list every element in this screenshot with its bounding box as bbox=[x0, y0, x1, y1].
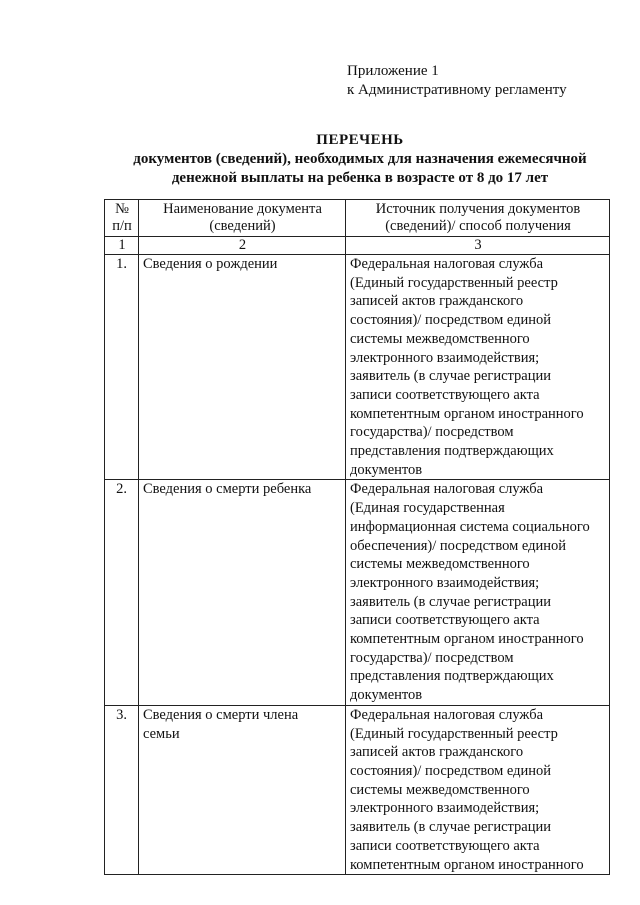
column-number: 1 bbox=[105, 237, 139, 255]
header-document-name-line-2: (сведений) bbox=[209, 218, 276, 234]
source-line: заявитель (в случае регистрации bbox=[350, 819, 552, 836]
table-row bbox=[105, 480, 610, 705]
source-line: (Единый государственный реестр bbox=[350, 274, 558, 291]
header-document-name-line-1: Наименование документа bbox=[163, 201, 322, 217]
document-name-line: семьи bbox=[143, 725, 180, 742]
document-name bbox=[139, 255, 346, 480]
source-line: Федеральная налоговая служба bbox=[350, 481, 544, 498]
column-number: 3 bbox=[346, 237, 610, 255]
source-line: заявитель (в случае регистрации bbox=[350, 368, 552, 385]
source-line: (Единый государственный реестр bbox=[350, 725, 558, 742]
source-line: заявитель (в случае регистрации bbox=[350, 593, 552, 610]
source-line: системы межведомственного bbox=[350, 330, 530, 347]
source-line: государства)/ посредством bbox=[350, 649, 514, 666]
header-source-line-2: (сведений)/ способ получения bbox=[385, 218, 571, 234]
header-number-line-1: № bbox=[115, 201, 129, 217]
row-number: 1. bbox=[105, 255, 139, 480]
document-source bbox=[346, 255, 610, 480]
source-line: компетентным органом иностранного bbox=[350, 631, 584, 648]
source-line: информационная система социального bbox=[350, 518, 590, 535]
row-number: 2. bbox=[105, 480, 139, 705]
header-number-line-2: п/п bbox=[112, 218, 132, 234]
table-row bbox=[105, 255, 610, 480]
source-line: компетентным органом иностранного bbox=[350, 856, 584, 873]
source-line: электронного взаимодействия; bbox=[350, 800, 540, 817]
appendix-line-1: Приложение 1 bbox=[347, 63, 439, 79]
title-line-2: денежной выплаты на ребенка в возрасте от 8 до 17 лет bbox=[171, 170, 549, 186]
source-line: записи соответствующего акта bbox=[350, 612, 540, 629]
document-name-line: Сведения о смерти члена bbox=[143, 706, 299, 723]
document-name bbox=[139, 705, 346, 874]
source-line: системы межведомственного bbox=[350, 556, 530, 573]
column-number-row bbox=[105, 237, 610, 255]
source-line: электронного взаимодействия; bbox=[350, 574, 540, 591]
source-line: электронного взаимодействия; bbox=[350, 349, 540, 366]
document-source bbox=[346, 705, 610, 874]
column-number: 2 bbox=[139, 237, 346, 255]
source-line: состояния)/ посредством единой bbox=[350, 762, 552, 779]
source-line: представления подтверждающих bbox=[350, 668, 554, 685]
title-line-1: документов (сведений), необходимых для назначения ежемесячной bbox=[133, 151, 587, 167]
document-name-line: Сведения о рождении bbox=[143, 256, 278, 272]
source-line: государства)/ посредством bbox=[350, 424, 514, 441]
source-line: компетентным органом иностранного bbox=[350, 405, 584, 422]
source-line: состояния)/ посредством единой bbox=[350, 312, 552, 329]
header-number bbox=[105, 200, 139, 237]
documents-table bbox=[104, 199, 610, 875]
appendix-note bbox=[347, 62, 567, 100]
title-heading: ПЕРЕЧЕНЬ bbox=[316, 132, 404, 148]
document-name bbox=[139, 480, 346, 705]
source-line: Федеральная налоговая служба bbox=[350, 706, 544, 723]
appendix-line-2: к Административному регламенту bbox=[347, 82, 567, 98]
source-line: записи соответствующего акта bbox=[350, 386, 540, 403]
table-header-row bbox=[105, 200, 610, 237]
table-row bbox=[105, 705, 610, 874]
source-line: записей актов гражданского bbox=[350, 744, 524, 761]
source-line: записей актов гражданского bbox=[350, 293, 524, 310]
header-source-line-1: Источник получения документов bbox=[375, 201, 581, 217]
header-document-name bbox=[139, 200, 346, 237]
document-source bbox=[346, 480, 610, 705]
source-line: (Единая государственная bbox=[350, 500, 505, 517]
source-line: обеспечения)/ посредством единой bbox=[350, 537, 567, 554]
source-line: системы межведомственного bbox=[350, 781, 530, 798]
document-title bbox=[60, 131, 640, 188]
row-number: 3. bbox=[105, 705, 139, 874]
source-line: представления подтверждающих bbox=[350, 443, 554, 460]
source-line: документов bbox=[350, 687, 423, 704]
document-name-line: Сведения о смерти ребенка bbox=[143, 481, 312, 498]
source-line: документов bbox=[350, 461, 423, 478]
source-line: Федеральная налоговая служба bbox=[350, 256, 544, 272]
header-source bbox=[346, 200, 610, 237]
source-line: записи соответствующего акта bbox=[350, 837, 540, 854]
